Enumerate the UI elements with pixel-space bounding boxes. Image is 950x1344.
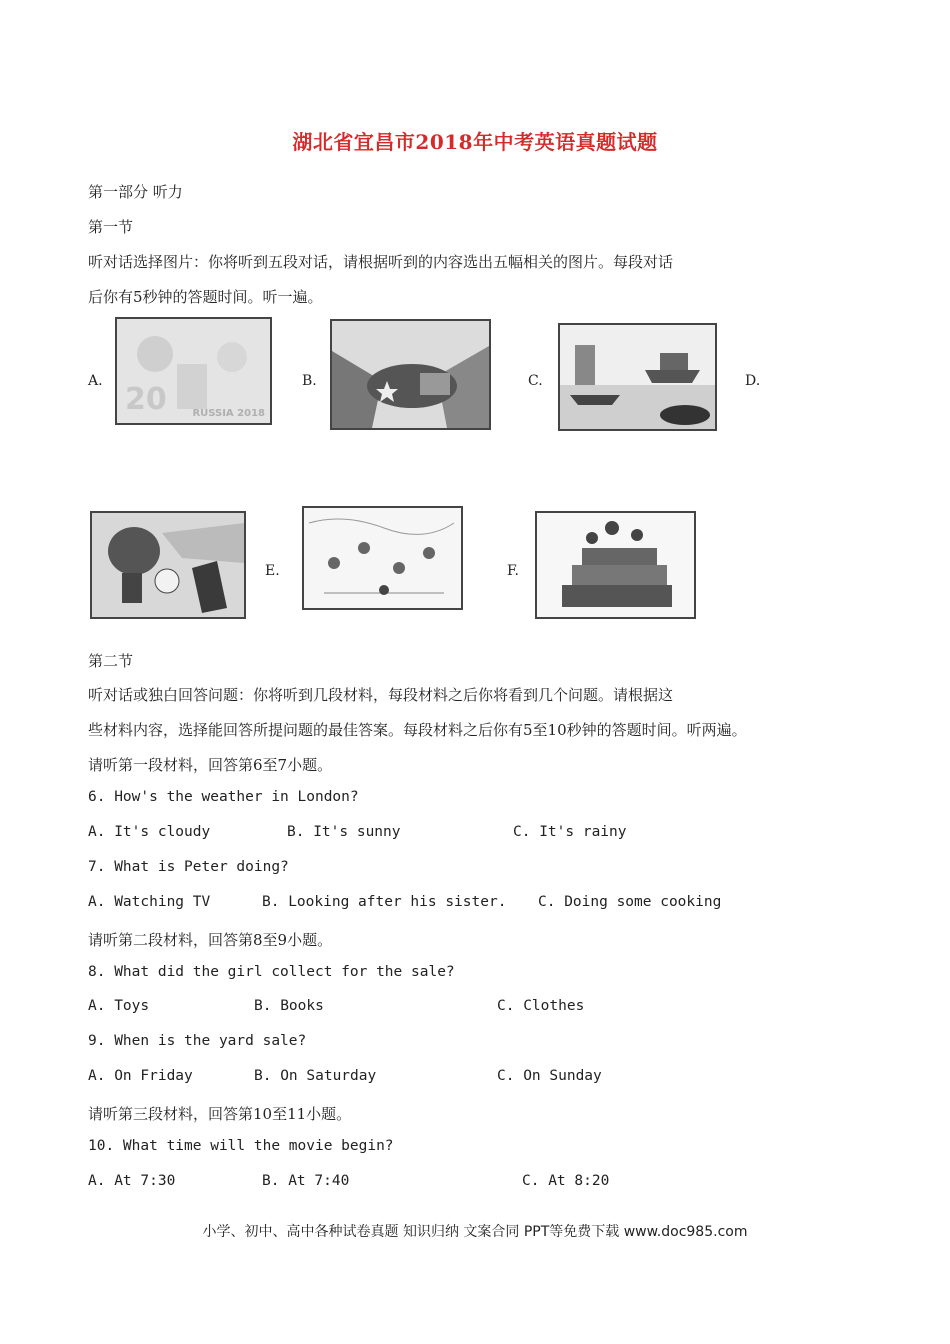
material-instruction: 请听第二段材料，回答第8至9小题。 <box>88 931 333 949</box>
q8-option-a: A. Toys <box>88 998 150 1014</box>
material-instruction: 请听第一段材料，回答第6至7小题。 <box>88 756 333 774</box>
picture-label-c: C. <box>528 373 543 389</box>
instruction-line: 听对话或独白回答问题：你将听到几段材料，每段材料之后你将看到几个问题。请根据这 <box>88 686 674 704</box>
running-characters-illustration <box>92 513 244 617</box>
q9-option-b: B. On Saturday <box>254 1068 377 1084</box>
instruction-line: 听对话选择图片：你将听到五段对话，请根据听到的内容选出五幅相关的图片。每段对话 <box>88 253 674 271</box>
q9-option-a: A. On Friday <box>88 1068 193 1084</box>
q10-option-b: B. At 7:40 <box>262 1173 350 1189</box>
q6-option-b: B. It's sunny <box>287 824 401 840</box>
handshake-flags-illustration <box>332 321 489 428</box>
question-7: 7. What is Peter doing? <box>88 859 289 875</box>
q7-option-a: A. Watching TV <box>88 894 211 910</box>
picture-f-books <box>535 511 696 619</box>
kids-playing-illustration <box>304 508 461 608</box>
picture-label-f: F. <box>507 563 519 579</box>
picture-label-a: A. <box>88 373 103 389</box>
instruction-line: 后你有5秒钟的答题时间。听一遍。 <box>88 288 323 306</box>
q6-option-c: C. It's rainy <box>513 824 627 840</box>
picture-b-handshake <box>330 319 491 430</box>
picture-d-running <box>90 511 246 619</box>
footer-link[interactable]: 小学、初中、高中各种试卷真题 知识归纳 文案合同 PPT等免费下载 www.doc985.com <box>202 1224 748 1240</box>
picture-c-boats <box>558 323 717 431</box>
q10-option-a: A. At 7:30 <box>88 1173 176 1189</box>
q10-option-c: C. At 8:20 <box>522 1173 610 1189</box>
material-instruction: 请听第三段材料，回答第10至11小题。 <box>88 1105 352 1123</box>
question-6: 6. How's the weather in London? <box>88 789 359 805</box>
q7-option-b: B. Looking after his sister. <box>262 894 507 910</box>
picture-label-d: D. <box>745 373 761 389</box>
kids-on-books-illustration <box>537 513 694 617</box>
svg-text:20: 20 <box>125 382 167 417</box>
boats-river-illustration <box>560 325 715 429</box>
question-8: 8. What did the girl collect for the sale? <box>88 964 455 980</box>
instruction-line: 些材料内容，选择能回答所提问题的最佳答案。每段材料之后你有5至10秒钟的答题时间。听两遍。 <box>88 721 747 739</box>
question-10: 10. What time will the movie begin? <box>88 1138 394 1154</box>
q6-option-a: A. It's cloudy <box>88 824 211 840</box>
picture-a-caption: RUSSIA 2018 <box>192 408 265 419</box>
q8-option-c: C. Clothes <box>497 998 585 1014</box>
section-heading: 第一节 <box>88 218 134 236</box>
picture-label-b: B. <box>302 373 317 389</box>
picture-label-e: E. <box>265 563 280 579</box>
part-heading: 第一部分 听力 <box>88 183 183 201</box>
question-9: 9. When is the yard sale? <box>88 1033 307 1049</box>
section-heading: 第二节 <box>88 652 134 670</box>
q9-option-c: C. On Sunday <box>497 1068 602 1084</box>
picture-a-mascot <box>115 317 272 425</box>
q8-option-b: B. Books <box>254 998 324 1014</box>
picture-e-kids-playing <box>302 506 463 610</box>
page-title: 湖北省宜昌市2018年中考英语真题试题 <box>292 130 658 154</box>
q7-option-c: C. Doing some cooking <box>538 894 722 910</box>
